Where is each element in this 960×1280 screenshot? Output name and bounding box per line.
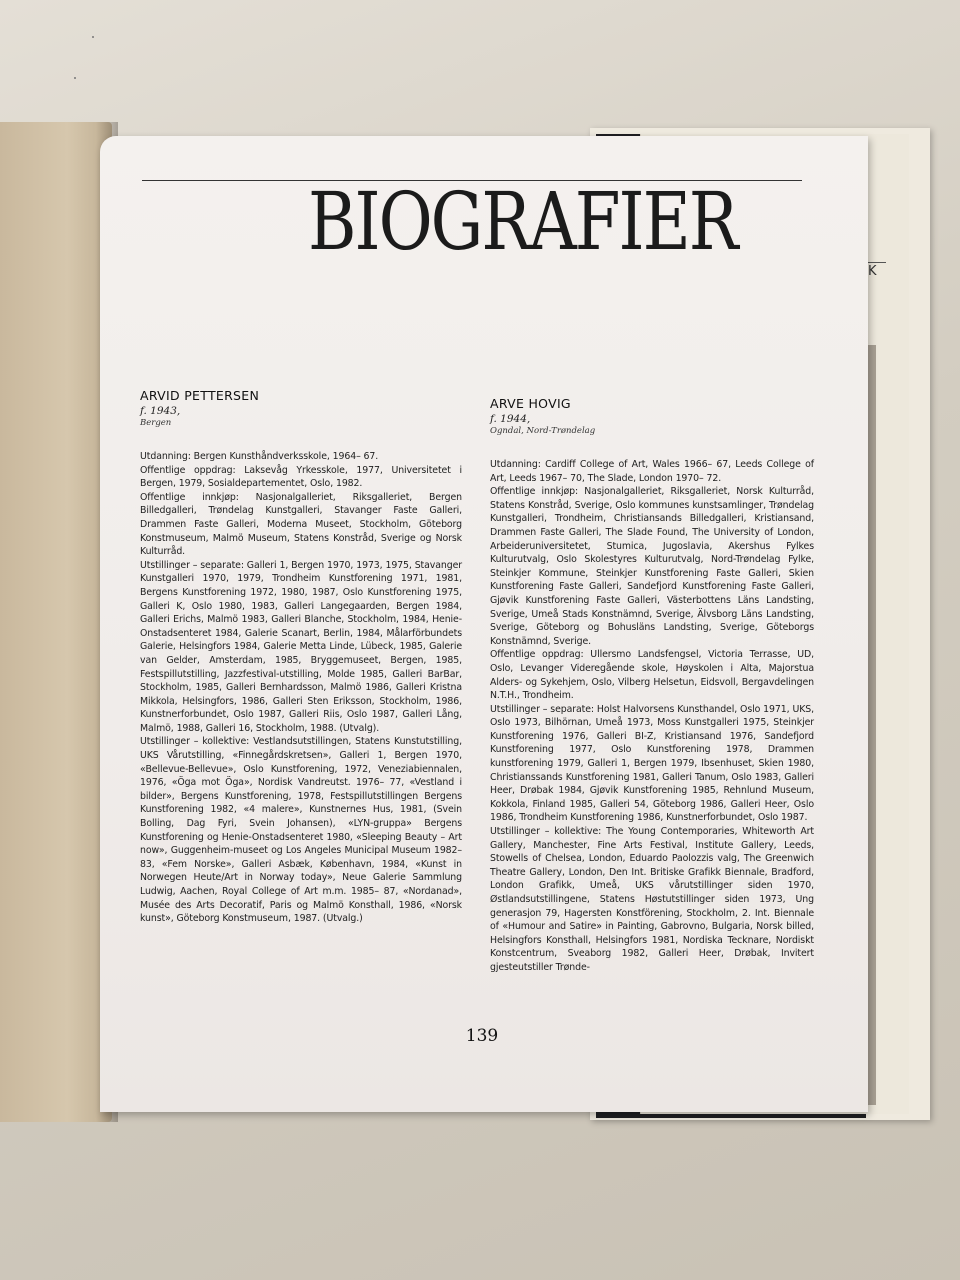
paragraph-education: Utdanning: Bergen Kunsthåndverksskole, 1964– 67. bbox=[140, 451, 379, 462]
paragraph-education: Utdanning: Cardiff College of Art, Wales 1966– 67, Leeds College of Art, Leeds 1967– 70, The Slade, London 1970– 72. bbox=[490, 459, 814, 484]
biography-text bbox=[140, 450, 462, 926]
biography-text bbox=[490, 458, 814, 975]
birth-year: f. 1943, bbox=[140, 405, 181, 417]
paragraph-commissions: Offentlige oppdrag: Laksevåg Yrkesskole, 1977, Universitetet i Bergen, 1979, Sosialdepartementet, Oslo, 1982. bbox=[140, 464, 462, 490]
artist-name: ARVID PETTERSEN bbox=[140, 388, 260, 403]
page-heading: BIOGRAFIER bbox=[308, 176, 737, 269]
page-number: 139 bbox=[465, 1026, 499, 1046]
paragraph-commissions: Offentlige oppdrag: Ullersmo Landsfengsel, Victoria Terrasse, UD, Oslo, Levanger Videregående skole, Høyskolen i Alta, Majorstua Alders- og Sykehjem, Oslo, Vilberg Helsetun, Eidsvoll, Bergavdelingen N.T.H., Trondheim. bbox=[490, 649, 814, 702]
paragraph-solo-exhibitions: Utstillinger – separate: Galleri 1, Bergen 1970, 1973, 1975, Stavanger Kunstgalleri 1970, 1979, Trondheim Kunstforening 1971, 1981, Bergens Kunstforening 1972, 1980, 1987, Oslo Kunstforening 1975, Galleri K, Oslo 1980, 1983, Galleri Langegaarden, Bergen 1984, Galleri Erichs, Malmö 1983, Galleri Blanche, Stockholm, 1984, Henie-Onstadsenteret 1984, Galerie Scanart, Berlin, 1984, Målarförbundets Galerie, Helsingfors 1984, Galerie Metta Linde, Lübeck, 1985, Galerie van Gelder, Amsterdam, 1985, Bryggemuseet, Bergen, 1985, Festspillutstilling, Jazzfestival-utstilling, Molde 1985, Galleri BarBar, Stockholm, 1985, Galleri Bernhardsson, Malmö 1986, Galleri Kristna Mikkola, Helsingfors, 1986, Galleri Sten Eriksson, Stockholm, 1986, Kunstnerforbundet, Oslo 1987, Galleri Riis, Oslo 1987, Galleri Lång, Malmö, 1988, Galleri 16, Stockholm, 1988. (Utvalg). bbox=[140, 559, 462, 734]
birth-place: Bergen bbox=[140, 418, 172, 428]
table-speck bbox=[92, 36, 94, 38]
biography-left bbox=[140, 388, 462, 926]
biography-right bbox=[490, 396, 814, 975]
paragraph-acquisitions: Offentlige innkjøp: Nasjonalgalleriet, Riksgalleriet, Norsk Kulturråd, Statens Konstråd, Sverige, Oslo kommunes kunstsamlinger, Trøndelag Kunstgalleri, Trondheim, Christiansands Billedgalleri, Kristiansand, Drammen Faste Galleri, The Slade Found, The University of London, Arbeideruniversitetet, Stumica, Jugoslavia, Akershus Fylkes Kulturutvalg, Oslo Skolestyres Kulturutvalg, Nord-Trøndelag Fylke, Steinkjer Kommune, Steinkjer Kunstforening Faste Galleri, Skien Kunstforening Faste Galleri, Sandefjord Kunstforening Faste Galleri, Gjøvik Kunstforening Faste Galleri, Västerbottens Läns Landsting, Sverige, Umeå Stads Konstnämnd, Sverige, Älvsborg Läns Landsting, Sverige, Göteborg og Bohusläns Landsting, Sverige, Göteborgs Konstnämnd, Sverige. bbox=[490, 486, 814, 647]
book-page bbox=[100, 136, 868, 1112]
artist-name: ARVE HOVIG bbox=[490, 396, 571, 411]
paragraph-group-exhibitions: Utstillinger – kollektive: The Young Contemporaries, Whiteworth Art Gallery, Manchester, Fine Arts Festival, Institute Gallery, Leeds, Stowells of Chelsea, London, Eduardo Paolozzis valg, The Greenwich Theatre Gallery, London, Den Int. Britiske Grafikk Biennale, Bradford, London Grafikk, Umeå, UKS vårutstillinger siden 1970, Østlandsutstillingene, Statens Høstutstillinger siden 1973, Ung generasjon 79, Hagersten Konstförening, Stockholm, 2. Int. Biennale of «Humour and Satire» in Painting, Gabrovno, Bulgaria, Norsk billed, Helsingfors Konsthall, Helsingfors 1981, Nordiska Tecknare, Nordiskt Konstcentrum, Sveaborg 1982, Galleri Heer, Drøbak, Invitert gjesteutstiller Trønde- bbox=[490, 826, 814, 973]
paragraph-acquisitions: Offentlige innkjøp: Nasjonalgalleriet, Riksgalleriet, Bergen Billedgalleri, Trøndelag Kunstgalleri, Stavanger Faste Galleri, Drammen Faste Galleri, Moderna Museet, Stockholm, Göteborg Konstmuseum, Malmö Museum, Statens Konstråd, Sverige og Norsk Kulturråd. bbox=[140, 491, 462, 558]
birth-year: f. 1944, bbox=[490, 413, 531, 425]
birth-place: Ogndal, Nord-Trøndelag bbox=[490, 426, 596, 436]
paragraph-solo-exhibitions: Utstillinger – separate: Holst Halvorsens Kunsthandel, Oslo 1971, UKS, Oslo 1973, Bilhörnan, Umeå 1973, Moss Kunstgalleri 1975, Steinkjer Kunstforening 1976, Galleri BI-Z, Kristiansand 1976, Sandefjord Kunstforening 1977, Oslo Kunstforening 1978, Drammen kunstforening 1979, Galleri 1, Bergen 1979, Ibsenhuset, Skien 1980, Christianssands Kunstforening 1981, Galleri Tanum, Oslo 1983, Galleri Heer, Drøbak 1984, Gjøvik Kunstforening 1985, Rehnlund Museum, Kokkola, Finland 1985, Galleri 54, Göteborg 1986, Galleri Heer, Oslo 1986, Trondheim Kunstforening 1986, Kunstnerforbundet, Oslo 1987. bbox=[490, 703, 814, 824]
table-speck bbox=[74, 77, 76, 79]
paragraph-group-exhibitions: Utstillinger – kollektive: Vestlandsutstillingen, Statens Kunstutstilling, UKS Vårutstilling, «Finnegårdskretsen», Galleri 1, Bergen 1970, «Bellevue-Bellevue», Oslo Kunstforening, 1972, Veneziabiennalen, 1976, «Öga mot Öga», Nordisk Vandreutst. 1976– 77, «Vestland i bilder», Bergens Kunstforening, 1978, Festspillutstillingen Bergens Kunstforening 1982, «4 malere», Kunstnernes Hus, 1981, (Svein Bolling, Dag Fyri, Svein Johansen), «LYN-gruppa» Bergens Kunstforening og Henie-Onstadsenteret 1980, «Sleeping Beauty – Art now», Guggenheim-museet og Los Angeles Municipal Museum 1982– 83, «Fem Norske», Galleri Asbæk, København, 1984, «Kunst in Norwegen Heute/Art in Norway today», Neue Galerie Sammlung Ludwig, Aachen, Royal College of Art m.m. 1985– 87, «Nordanad», Musée des Arts Decoratif, Paris og Malmö Konsthall, 1986, «Norsk kunst», Göteborg Konstmuseum, 1987. (Utvalg.) bbox=[140, 736, 462, 925]
underlying-page-fragment: K bbox=[868, 264, 877, 279]
